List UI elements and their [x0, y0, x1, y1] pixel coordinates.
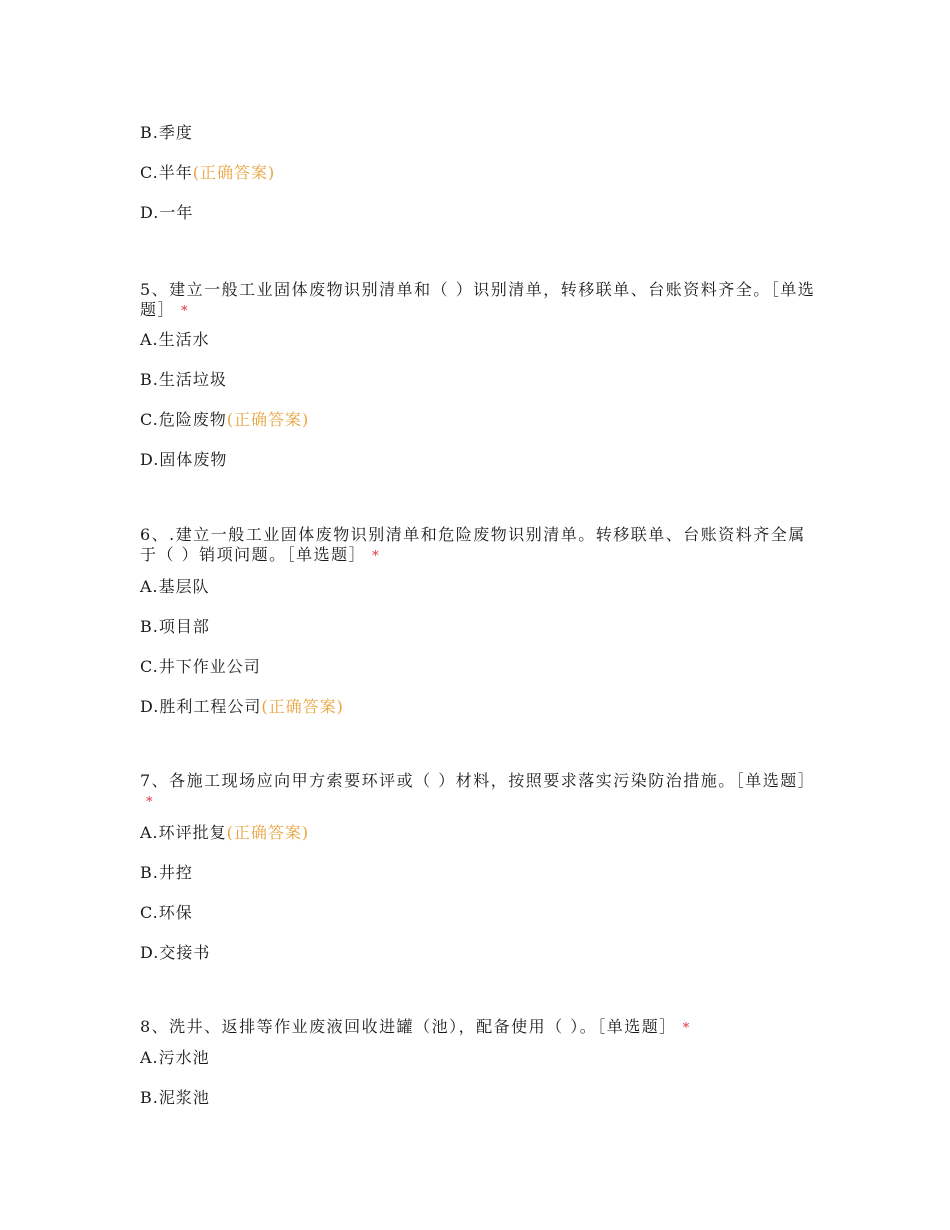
q6-option-d	[140, 697, 344, 717]
correct-answer-label: (正确答案)	[226, 823, 310, 842]
q7-question	[140, 771, 820, 813]
q6-option-c: C.井下作业公司	[140, 657, 261, 676]
q8-question	[140, 1017, 820, 1039]
q5-option-b: B.生活垃圾	[140, 370, 227, 389]
correct-answer-label: (正确答案)	[192, 163, 276, 182]
q4-option-d: D.一年	[140, 203, 194, 222]
q5-option-c	[140, 410, 309, 430]
q7-option-d: D.交接书	[140, 943, 211, 962]
q4-option-c	[140, 163, 275, 183]
required-mark: *	[146, 795, 154, 810]
q7-option-b: B.井控	[140, 863, 193, 882]
q5-option-c-text: C.危险废物	[140, 410, 227, 429]
correct-answer-label: (正确答案)	[261, 697, 344, 716]
required-mark: *	[181, 304, 190, 319]
q5-question	[140, 280, 820, 322]
q8-question-text: 8、洗井、返排等作业废液回收进罐（池），配备使用（ ）。［单选题］	[140, 1017, 677, 1036]
q4-option-c-text: C.半年	[140, 163, 193, 182]
required-mark: *	[372, 549, 381, 564]
q6-option-a: A.基层队	[140, 577, 210, 596]
q8-option-a: A.污水池	[140, 1048, 210, 1067]
q5-question-text: 5、建立一般工业固体废物识别清单和（ ）识别清单，转移联单、台账资料齐全。［单选题］	[140, 280, 816, 319]
required-mark: *	[682, 1021, 691, 1036]
q5-option-a: A.生活水	[140, 330, 210, 349]
q7-question-text: 7、各施工现场应向甲方索要环评或（ ）材料，按照要求落实污染防治措施。［单选题］	[140, 771, 816, 790]
correct-answer-label: (正确答案)	[226, 410, 310, 429]
q7-option-c: C.环保	[140, 903, 193, 922]
q6-option-b: B.项目部	[140, 617, 210, 636]
q8-option-b: B.泥浆池	[140, 1088, 210, 1107]
q5-option-d: D.固体废物	[140, 450, 228, 469]
q6-option-d-text: D.胜利工程公司	[140, 697, 262, 716]
q6-question	[140, 525, 820, 567]
q6-question-text: 6、.建立一般工业固体废物识别清单和危险废物识别清单。转移联单、台账资料齐全属于（ ）销项问题。［单选题］	[140, 525, 806, 564]
q4-option-b: B.季度	[140, 123, 193, 142]
q7-option-a-text: A.环评批复	[140, 823, 227, 842]
q7-option-a	[140, 823, 309, 843]
